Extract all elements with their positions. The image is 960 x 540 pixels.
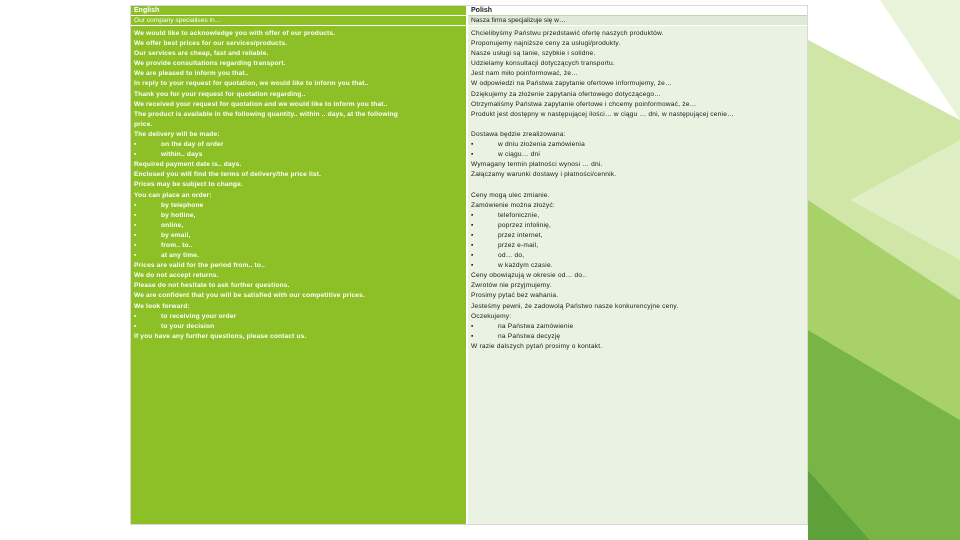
- english-first-row: Our company specialises in…: [131, 16, 466, 26]
- english-bullet-text: to receiving your order: [161, 312, 237, 320]
- english-phrase: In reply to your request for quotation, we would like to inform you that..: [134, 80, 369, 88]
- polish-bullet-item: [471, 261, 807, 271]
- polish-bullet-item: [471, 251, 807, 261]
- bullet-icon: ▪: [471, 241, 474, 249]
- english-bullet-item: [134, 322, 466, 332]
- bullet-icon: ▪: [471, 151, 474, 159]
- english-phrase: We offer best prices for our services/products.: [134, 40, 288, 48]
- english-phrase: The delivery will be made:: [134, 130, 220, 138]
- english-phrase: The product is available in the following quantity.. within .. days, at the following: [134, 110, 398, 118]
- english-bullet-text: on the day of order: [161, 141, 224, 149]
- polish-phrase: W razie dalszych pytań prosimy o kontakt.: [471, 342, 603, 350]
- polish-bullet-text: na Państwa zamówienie: [498, 322, 574, 330]
- english-phrase: We received your request for quotation and we would like to inform you that..: [134, 100, 388, 108]
- bullet-icon: ▪: [134, 252, 137, 260]
- polish-bullet-item: [471, 241, 807, 251]
- polish-bullet-text: poprzez infolinię,: [498, 221, 552, 229]
- english-phrase: Our services are cheap, fast and reliable.: [134, 50, 269, 58]
- polish-bullet-text: od… do,: [498, 252, 525, 260]
- english-bullet-item: [134, 211, 466, 221]
- polish-phrase: Proponujemy najniższe ceny za usługi/produkty.: [471, 40, 621, 48]
- polish-phrase: Dziękujemy za złożenie zapytania ofertowego dotyczącego…: [471, 90, 662, 98]
- polish-bullet-text: telefonicznie,: [498, 211, 540, 219]
- english-bullet-item: [134, 231, 466, 241]
- english-phrase: We would like to acknowledge you with offer of our products.: [134, 30, 336, 37]
- bullet-icon: ▪: [134, 151, 137, 159]
- polish-bullet-text: w każdym czasie.: [498, 262, 553, 270]
- polish-phrase: [471, 120, 807, 130]
- polish-column: [468, 6, 807, 524]
- bullet-icon: ▪: [471, 221, 474, 229]
- polish-phrase: Zwrotów nie przyjmujemy.: [471, 282, 552, 290]
- english-column: [131, 6, 468, 524]
- english-bullet-text: by telephone: [161, 201, 204, 209]
- polish-bullet-item: [471, 322, 807, 332]
- polish-phrase: [471, 180, 807, 190]
- english-phrase: We are confident that you will be satisfied with our competitive prices.: [134, 292, 365, 300]
- bullet-icon: ▪: [471, 141, 474, 149]
- bullet-icon: ▪: [134, 141, 137, 149]
- english-bullet-text: from.. to..: [161, 241, 193, 249]
- bullet-icon: ▪: [134, 322, 137, 330]
- english-bullet-item: [134, 201, 466, 211]
- bullet-icon: ▪: [471, 231, 474, 239]
- bullet-icon: ▪: [471, 332, 474, 340]
- english-header: English: [131, 6, 466, 16]
- polish-phrase: Oczekujemy:: [471, 312, 512, 320]
- english-bullet-item: [134, 221, 466, 231]
- polish-phrase: Wymagany termin płatności wynosi … dni.: [471, 161, 603, 169]
- polish-phrase: Prosimy pytać bez wahania.: [471, 292, 559, 300]
- polish-bullet-item: [471, 221, 807, 231]
- english-phrase: Thank you for your request for quotation regarding..: [134, 90, 306, 98]
- english-phrase: Please do not hesitate to ask further questions.: [134, 282, 290, 290]
- english-phrase: Prices may be subject to change.: [134, 181, 243, 189]
- polish-bullet-item: [471, 332, 807, 342]
- polish-bullet-item: [471, 150, 807, 160]
- english-phrase: We are pleased to inform you that..: [134, 70, 249, 78]
- polish-phrase: Jesteśmy pewni, że zadowolą Państwo nasze konkurencyjne ceny.: [471, 302, 679, 310]
- polish-phrase: Chcielibyśmy Państwu przedstawić ofertę naszych produktów.: [471, 30, 664, 37]
- bullet-icon: ▪: [134, 221, 137, 229]
- bullet-icon: ▪: [134, 201, 137, 209]
- english-bullet-item: [134, 140, 466, 150]
- english-phrase: Enclosed you will find the terms of delivery/the price list.: [134, 171, 322, 179]
- bullet-icon: ▪: [134, 241, 137, 249]
- polish-phrase: Ceny obowiązują w okresie od… do..: [471, 272, 587, 280]
- bullet-icon: ▪: [134, 231, 137, 239]
- english-bullet-item: [134, 150, 466, 160]
- polish-bullet-text: w ciągu… dni: [498, 151, 540, 159]
- polish-phrase: Produkt jest dostępny w następującej ilości… w ciągu … dni, w następującej cenie…: [471, 110, 734, 118]
- english-phrase: Prices are valid for the period from.. to..: [134, 262, 266, 270]
- bullet-icon: ▪: [134, 211, 137, 219]
- english-bullet-item: [134, 251, 466, 261]
- english-phrase: We provide consultations regarding transport.: [134, 60, 286, 68]
- bullet-icon: ▪: [471, 211, 474, 219]
- english-bullet-text: online,: [161, 221, 184, 229]
- english-bullet-text: within.. days: [161, 151, 203, 159]
- polish-phrase: Dostawa będzie zrealizowana:: [471, 130, 566, 138]
- english-bullet-text: at any time.: [161, 252, 200, 260]
- english-bullet-item: [134, 241, 466, 251]
- english-bullet-item: [134, 312, 466, 322]
- english-phrase: We look forward:: [134, 302, 190, 310]
- polish-bullet-item: [471, 140, 807, 150]
- english-bullet-text: by hotline,: [161, 211, 196, 219]
- polish-bullet-text: na Państwa decyzję: [498, 332, 561, 340]
- polish-first-row: Nasza firma specjalizuje się w…: [468, 16, 807, 26]
- english-phrases: [131, 26, 466, 342]
- polish-phrase: W odpowiedzi na Państwa zapytanie ofertowe informujemy, że…: [471, 80, 672, 88]
- polish-bullet-item: [471, 231, 807, 241]
- bullet-icon: ▪: [134, 312, 137, 320]
- english-phrase: You can place an order:: [134, 191, 212, 199]
- translation-table: [130, 5, 808, 525]
- polish-phrase: Jest nam miło poinformować, że…: [471, 70, 578, 78]
- bullet-icon: ▪: [471, 252, 474, 260]
- english-bullet-text: to your decision: [161, 322, 215, 330]
- bullet-icon: ▪: [471, 322, 474, 330]
- polish-phrases: [468, 26, 807, 352]
- english-bullet-text: by email,: [161, 231, 191, 239]
- english-phrase: If you have any further questions, please contact us.: [134, 332, 307, 340]
- polish-phrase: Otrzymaliśmy Państwa zapytanie ofertowe i chcemy poinformować, że…: [471, 100, 697, 108]
- polish-bullet-item: [471, 211, 807, 221]
- polish-bullet-text: przez internet,: [498, 231, 543, 239]
- polish-bullet-text: przez e-mail,: [498, 241, 539, 249]
- bullet-icon: ▪: [471, 262, 474, 270]
- english-phrase: Required payment date is.. days.: [134, 161, 242, 169]
- polish-phrase: Udzielamy konsultacji dotyczących transportu.: [471, 60, 615, 68]
- polish-phrase: Ceny mogą ulec zmianie.: [471, 191, 550, 199]
- polish-phrase: Załączamy warunki dostawy i płatności/cennik.: [471, 171, 617, 179]
- polish-bullet-text: w dniu złożenia zamówienia: [498, 141, 585, 149]
- english-phrase: We do not accept returns.: [134, 272, 219, 280]
- polish-phrase: Zamówienie można złożyć:: [471, 201, 555, 209]
- english-phrase: price.: [134, 120, 153, 128]
- polish-header: Polish: [468, 6, 807, 16]
- polish-phrase: Nasze usługi są tanie, szybkie i solidne.: [471, 50, 596, 58]
